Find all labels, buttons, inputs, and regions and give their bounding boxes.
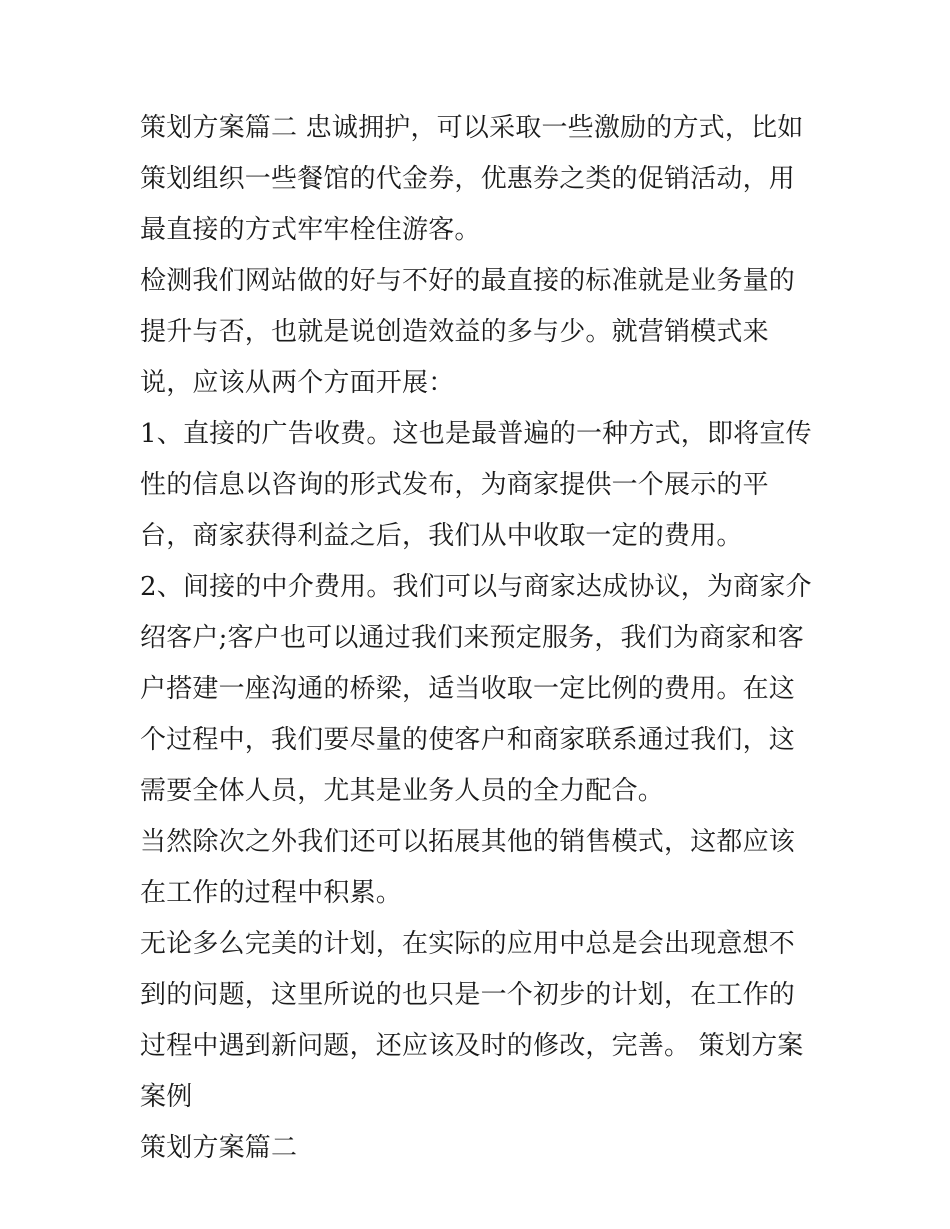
paragraph-other-models: 当然除次之外我们还可以拓展其他的销售模式，这都应该在工作的过程中积累。 <box>140 827 796 908</box>
paragraph-heading: 策划方案篇二 <box>140 1133 298 1163</box>
paragraph-item-2: 2、间接的中介费用。我们可以与商家达成协议，为商家介绍客户;客户也可以通过我们来预定服务，我们为商家和客户搭建一座沟通的桥梁，适当收取一定比例的费用。在这个过程中，我们要尽量的使客户和商家联系通过我们，这需要全体人员，尤其是业务人员的全力配合。 <box>140 572 812 806</box>
paragraph-intro: 策划方案篇二 忠诚拥护，可以采取一些激励的方式，比如策划组织一些餐馆的代金券，优惠券之类的促销活动，用最直接的方式牢牢栓住游客。 <box>140 113 804 245</box>
document-body <box>140 103 815 1174</box>
paragraph-conclusion: 无论多么完美的计划，在实际的应用中总是会出现意想不到的问题，这里所说的也只是一个初步的计划，在工作的过程中遇到新问题，还应该及时的修改，完善。 策划方案案例 <box>140 929 804 1112</box>
paragraph-evaluation: 检测我们网站做的好与不好的最直接的标准就是业务量的提升与否，也就是说创造效益的多与少。就营销模式来说，应该从两个方面开展： <box>140 266 796 398</box>
paragraph-item-1: 1、直接的广告收费。这也是最普遍的一种方式，即将宣传性的信息以咨询的形式发布，为商家提供一个展示的平台，商家获得利益之后，我们从中收取一定的费用。 <box>140 419 812 551</box>
